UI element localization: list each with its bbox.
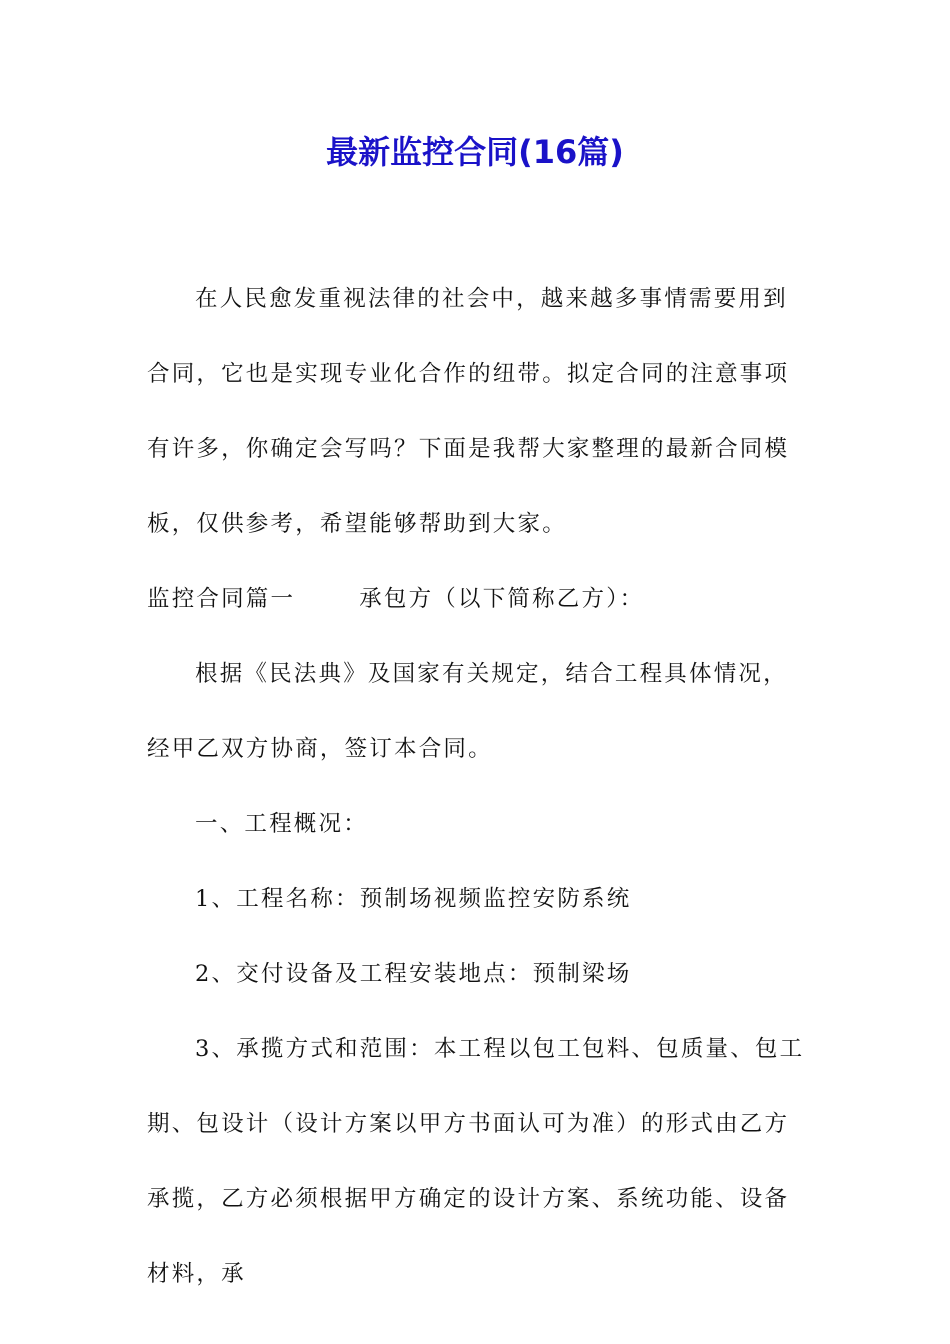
section-heading-line — [147, 562, 809, 637]
installation-location-item: 2、交付设备及工程安装地点：预制梁场 — [195, 961, 632, 987]
intro-paragraph: 在人民愈发重视法律的社会中，越来越多事情需要用到合同，它也是实现专业化合作的纽带。拟定合同的注意事项有许多，你确定会写吗？下面是我帮大家整理的最新合同模板，仅供参考，希望能够帮助到大家。 — [147, 286, 790, 537]
document-body — [147, 262, 809, 1312]
section-party: 承包方（以下简称乙方）： — [359, 586, 645, 612]
section-heading: 监控合同篇一 — [147, 586, 296, 612]
contract-scope-item: 3、承揽方式和范围：本工程以包工包料、包质量、包工期、包设计（设计方案以甲方书面认可为准）的形式由乙方承揽，乙方必须根据甲方确定的设计方案、系统功能、设备材料，承 — [147, 1036, 805, 1287]
project-name-item: 1、工程名称：预制场视频监控安防系统 — [195, 886, 632, 912]
document-title: 最新监控合同(16篇) — [326, 133, 624, 171]
contract-basis-paragraph: 根据《民法典》及国家有关规定，结合工程具体情况，经甲乙双方协商，签订本合同。 — [147, 661, 788, 762]
project-overview-heading: 一、工程概况： — [195, 811, 368, 837]
